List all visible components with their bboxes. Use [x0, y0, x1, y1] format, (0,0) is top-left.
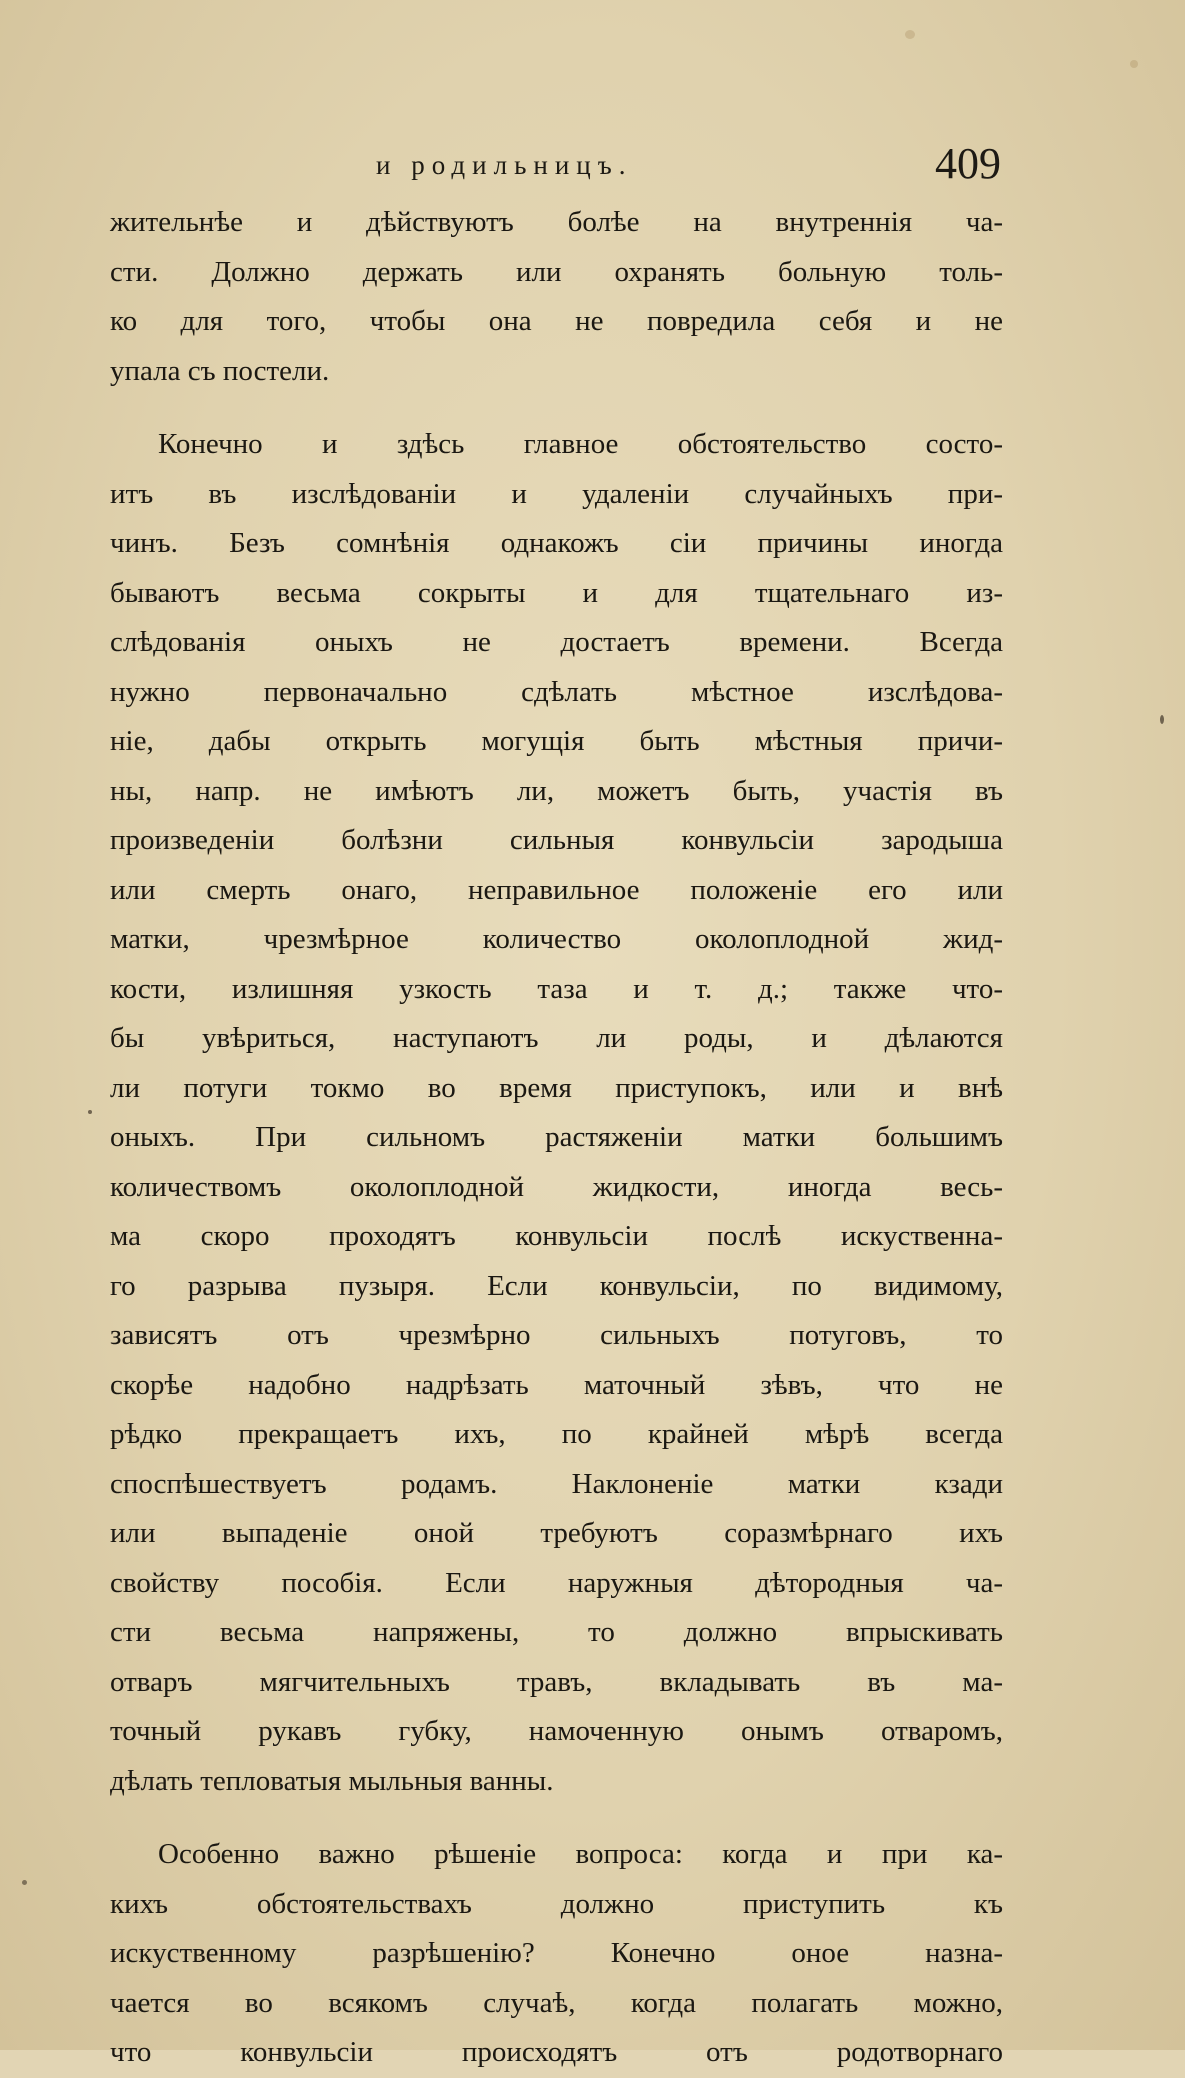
text-line: матки, чрезмѣрное количество околоплодной жид-: [110, 923, 1003, 955]
paragraph: [110, 198, 1003, 396]
text-line: итъ въ изслѣдованіи и удаленіи случайныхъ при-: [110, 477, 1003, 510]
text-line: скорѣе надобно надрѣзать маточный зѣвъ, что не: [110, 1368, 1003, 1401]
text-line: или выпаденіе оной требуютъ соразмѣрнаго ихъ: [110, 1517, 1003, 1549]
text-line: точный рукавъ губку, намоченную онымъ отваромъ,: [110, 1715, 1003, 1747]
paper-blemish: [88, 1110, 92, 1114]
text-line: бываютъ весьма сокрыты и для тщательнаго из-: [110, 576, 1003, 609]
text-line: искуственному разрѣшенію? Конечно оное назна-: [110, 1937, 1003, 1969]
text-line: споспѣшествуетъ родамъ. Наклоненіе матки кзади: [110, 1467, 1003, 1500]
text-line: упала съ постели.: [110, 354, 330, 387]
paragraph: [110, 1830, 1003, 2078]
text-line: ма скоро проходятъ конвульсіи послѣ искуственна-: [110, 1220, 1003, 1252]
text-line: чается во всякомъ случаѣ, когда полагать можно,: [110, 1986, 1003, 2019]
text-line: дѣлать тепловатыя мыльныя ванны.: [110, 1764, 554, 1797]
text-line: рѣдко прекращаетъ ихъ, по крайней мѣрѣ всегда: [110, 1418, 1003, 1450]
text-line: зависятъ отъ чрезмѣрно сильныхъ потуговъ, то: [110, 1319, 1003, 1351]
text-line: или смерть онаго, неправильное положеніе его или: [110, 873, 1003, 906]
text-line: количествомъ околоплодной жидкости, иногда весь-: [110, 1170, 1003, 1203]
text-line: кости, излишняя узкость таза и т. д.; также что-: [110, 972, 1003, 1005]
text-line: оныхъ. При сильномъ растяженіи матки большимъ: [110, 1121, 1003, 1153]
text-line: отваръ мягчительныхъ травъ, вкладывать въ ма-: [110, 1665, 1003, 1698]
text-line: что конвульсіи происходятъ отъ родотворнаго: [110, 2036, 1003, 2068]
text-line: ны, напр. не имѣютъ ли, можетъ быть, участія въ: [110, 774, 1003, 807]
paper-blemish: [22, 1880, 27, 1885]
page-number: 409: [935, 139, 1001, 188]
text-line: бы увѣриться, наступаютъ ли роды, и дѣлаются: [110, 1022, 1003, 1054]
text-line: ли потуги токмо во время приступокъ, или и внѣ: [110, 1071, 1003, 1104]
text-line: жительнѣе и дѣйствуютъ болѣе на внутреннія ча-: [110, 206, 1003, 238]
text-line: Особенно важно рѣшеніе вопроса: когда и при ка-: [158, 1838, 1003, 1870]
text-line: ко для того, чтобы она не повредила себя и не: [110, 305, 1003, 337]
text-line: ніе, дабы открыть могущія быть мѣстныя причи-: [110, 725, 1003, 757]
paper-blemish: [905, 30, 915, 39]
paper-blemish: [1130, 60, 1138, 68]
text-line: кихъ обстоятельствахъ должно приступить къ: [110, 1887, 1003, 1920]
body-text: [110, 198, 1003, 2078]
text-line: сти. Должно держать или охранять больную толь-: [110, 255, 1003, 288]
text-line: го разрыва пузыря. Если конвульсіи, по видимому,: [110, 1269, 1003, 1302]
page-header: [108, 138, 1001, 198]
text-line: свойству пособія. Если наружныя дѣтородныя ча-: [110, 1566, 1003, 1599]
text-line: произведеніи болѣзни сильныя конвульсіи зародыша: [110, 824, 1003, 856]
text-line: чинъ. Безъ сомнѣнія однакожъ сіи причины иногда: [110, 527, 1003, 559]
running-head: и родильницъ.: [376, 150, 633, 180]
text-line: нужно первоначально сдѣлать мѣстное изслѣдова-: [110, 675, 1003, 708]
text-line: слѣдованія оныхъ не достаетъ времени. Всегда: [110, 626, 1003, 658]
text-line: сти весьма напряжены, то должно впрыскивать: [110, 1616, 1003, 1648]
paragraph: [110, 420, 1003, 1806]
paper-blemish: [1160, 715, 1164, 724]
text-line: Конечно и здѣсь главное обстоятельство состо-: [158, 428, 1003, 460]
